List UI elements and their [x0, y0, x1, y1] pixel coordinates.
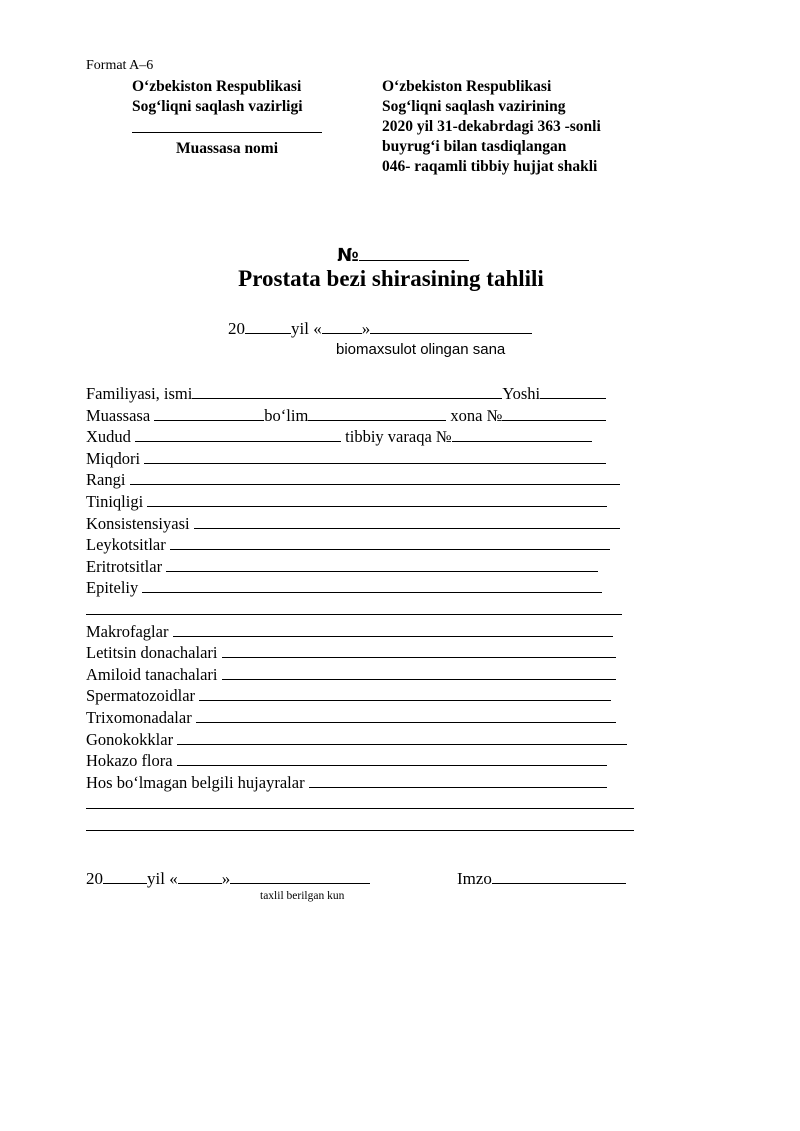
input-amiloid[interactable] [222, 664, 616, 680]
input-tiniqligi[interactable] [147, 491, 607, 507]
input-bolim[interactable] [308, 405, 446, 421]
label-familiya: Familiyasi, ismi [86, 384, 193, 403]
row-hokazo [86, 750, 634, 772]
issue-close-quote: » [221, 869, 231, 888]
row-gonokokklar [86, 729, 634, 751]
right-header-line3: 2020 yil 31-dekabrdagi 363 -sonli [382, 118, 601, 135]
label-gonokokklar: Gonokokklar [86, 729, 174, 749]
issue-month-field[interactable] [230, 868, 370, 884]
input-hokazo[interactable] [177, 750, 607, 766]
input-trixomonadalar[interactable] [196, 707, 616, 723]
row-xudud [86, 426, 634, 448]
left-header-line4: Muassasa nomi [175, 140, 279, 157]
input-letitsin[interactable] [222, 642, 616, 658]
input-eritrotsitlar[interactable] [166, 556, 598, 572]
format-label: Format A–6 [86, 58, 154, 73]
sample-month-field[interactable] [370, 318, 532, 334]
input-spermatozoidlar[interactable] [199, 685, 611, 701]
input-yoshi[interactable] [540, 383, 606, 399]
input-makrofaglar[interactable] [173, 621, 613, 637]
input-hos-bolmagan[interactable] [309, 772, 607, 788]
row-extra-1 [86, 793, 634, 815]
row-epiteliy [86, 577, 634, 599]
input-leykotsitlar[interactable] [170, 534, 610, 550]
row-familiya [86, 383, 634, 405]
label-bolim: bo‘lim [264, 405, 309, 425]
label-makrofaglar: Makrofaglar [86, 621, 169, 641]
label-spermatozoidlar: Spermatozoidlar [86, 686, 196, 706]
row-spermatozoidlar [86, 685, 634, 707]
input-miqdori[interactable] [144, 448, 606, 464]
label-konsistensiyasi: Konsistensiyasi [86, 513, 190, 533]
input-xona[interactable] [502, 405, 606, 421]
row-trixomonadalar [86, 707, 634, 729]
row-makrofaglar [86, 621, 634, 643]
signature-label: Imzo [457, 869, 492, 888]
document-number [337, 244, 469, 266]
input-familiya[interactable] [192, 383, 502, 399]
input-epiteliy-continued[interactable] [86, 599, 622, 615]
input-xudud[interactable] [135, 426, 341, 442]
input-gonokokklar[interactable] [177, 729, 627, 745]
row-tiniqligi [86, 491, 634, 513]
input-tibbiy-varaqa[interactable] [452, 426, 592, 442]
label-muassasa: Muassasa [86, 405, 151, 425]
row-leykotsitlar [86, 534, 634, 556]
row-hos-bolmagan [86, 772, 634, 794]
right-header-line2: Sog‘liqni saqlash vazirining [382, 98, 566, 115]
right-header-line5: 046- raqamli tibbiy hujjat shakli [382, 158, 598, 175]
document-number-field[interactable] [359, 244, 469, 261]
label-eritrotsitlar: Eritrotsitlar [86, 556, 163, 576]
input-konsistensiyasi[interactable] [194, 513, 620, 529]
sample-date [228, 318, 532, 339]
row-amiloid [86, 664, 634, 686]
number-label: № [337, 245, 359, 266]
issue-day-field[interactable] [178, 868, 222, 884]
label-tibbiy-varaqa: tibbiy varaqa № [345, 427, 452, 447]
sample-year-field[interactable] [245, 318, 291, 334]
label-xudud: Xudud [86, 427, 131, 447]
sample-close-quote: » [361, 319, 371, 338]
label-hokazo: Hokazo flora [86, 751, 173, 771]
sample-day-field[interactable] [322, 318, 362, 334]
row-extra-2 [86, 815, 634, 837]
label-yoshi: Yoshi [502, 384, 541, 403]
issue-year-word: yil « [147, 869, 178, 888]
input-extra-line-1[interactable] [86, 793, 634, 809]
input-rangi[interactable] [130, 469, 620, 485]
label-tiniqligi: Tiniqligi [86, 491, 144, 511]
left-header [132, 77, 322, 159]
label-trixomonadalar: Trixomonadalar [86, 707, 192, 727]
sample-year-prefix: 20 [228, 319, 245, 338]
label-hos-bolmagan: Hos bo‘lmagan belgili hujayralar [86, 772, 305, 792]
signature-field[interactable] [492, 868, 626, 884]
label-rangi: Rangi [86, 470, 126, 490]
row-epiteliy-cont [86, 599, 634, 621]
right-header-line4: buyrug‘i bilan tasdiqlangan [382, 138, 567, 155]
row-rangi [86, 469, 634, 491]
input-epiteliy[interactable] [142, 577, 602, 593]
left-header-line2: Sog‘liqni saqlash vazirligi [132, 98, 303, 115]
label-leykotsitlar: Leykotsitlar [86, 535, 166, 555]
label-miqdori: Miqdori [86, 448, 141, 468]
row-letitsin [86, 642, 634, 664]
page-title: Prostata bezi shirasining tahlili [238, 266, 544, 291]
label-amiloid: Amiloid tanachalari [86, 664, 218, 684]
label-epiteliy: Epiteliy [86, 578, 139, 598]
issue-date-caption: taxlil berilgan kun [260, 890, 345, 902]
row-miqdori [86, 448, 634, 470]
signature [457, 868, 626, 889]
issue-year-prefix: 20 [86, 869, 103, 888]
row-muassasa [86, 405, 634, 427]
label-letitsin: Letitsin donachalari [86, 643, 218, 663]
analysis-fields [86, 383, 634, 836]
right-header [382, 77, 601, 177]
issue-date [86, 868, 370, 889]
row-konsistensiyasi [86, 513, 634, 535]
input-muassasa[interactable] [154, 405, 264, 421]
input-extra-line-2[interactable] [86, 815, 634, 831]
sample-year-word: yil « [291, 319, 322, 338]
issue-year-field[interactable] [103, 868, 147, 884]
left-header-line1: O‘zbekiston Respublikasi [132, 78, 302, 95]
label-xona: xona № [450, 405, 503, 425]
sample-date-caption: biomaxsulot olingan sana [336, 341, 506, 358]
right-header-line1: O‘zbekiston Respublikasi [382, 78, 552, 95]
institution-name-field[interactable] [132, 117, 322, 139]
row-eritrotsitlar [86, 556, 634, 578]
